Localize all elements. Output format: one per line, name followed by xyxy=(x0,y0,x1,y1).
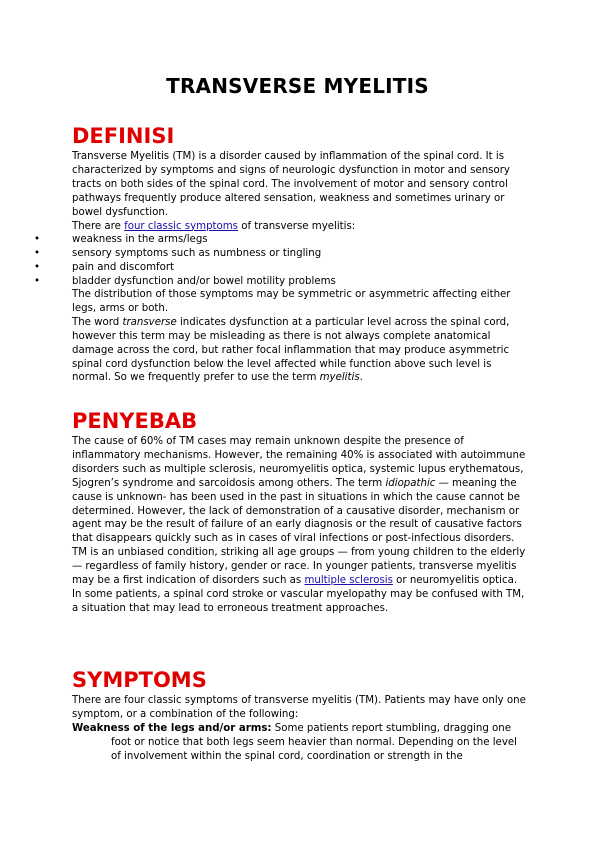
list-item-text: bladder dysfunction and/or bowel motility problems xyxy=(72,275,336,287)
section-heading-penyebab: PENYEBAB xyxy=(72,409,198,433)
text-run: or neuromyelitis optica. In some patients, a spinal cord stroke or vascular myelopathy may be confused with TM, a situation that may lead to erroneous treatment approaches. xyxy=(72,575,525,614)
penyebab-body xyxy=(72,435,527,616)
text-run-italic: transverse xyxy=(122,316,177,328)
text-run-italic: myelitis xyxy=(319,372,360,384)
list-item xyxy=(34,247,534,261)
bullet-icon: • xyxy=(34,234,41,245)
text-run: The word xyxy=(72,316,123,328)
symptoms-body xyxy=(72,694,527,764)
text-run: TM is an unbiased condition, striking all age groups — from young children to the elderly — regardless of family history, gender or race. In younger patients, transverse myelitis may be a first indication of disorders such as xyxy=(72,547,526,587)
list-item xyxy=(34,275,534,289)
text-run: of transverse myelitis: xyxy=(238,220,356,232)
list-item xyxy=(34,233,534,247)
section-heading-symptoms: SYMPTOMS xyxy=(72,668,207,692)
list-item-text: sensory symptoms such as numbness or tingling xyxy=(72,247,322,259)
text-run-bold: Weakness of the legs and/or arms: xyxy=(72,722,272,734)
text-run: . xyxy=(359,372,363,384)
definisi-intro xyxy=(72,150,527,233)
text-run: There are xyxy=(72,220,125,232)
list-item-text: pain and discomfort xyxy=(72,261,175,273)
multiple-sclerosis-link[interactable]: multiple sclerosis xyxy=(304,575,393,587)
definisi-paragraph-3: The distribution of those symptoms may be symmetric or asymmetric affecting either legs, arms or both. xyxy=(72,289,511,314)
text-run: — meaning the cause is unknown- has been used in the past in situations in which the cause cannot be determined. However, the lack of demonstration of a causative disorder, mechanism or agent may be the result of failure of an early diagnosis or the result of causative factors that disappears quickly such as in cases of viral infections or post-infectious disorders. xyxy=(72,477,522,545)
penyebab-paragraph-2 xyxy=(72,546,527,616)
definisi-paragraph-2 xyxy=(72,220,527,234)
text-run: Some patients report stumbling, dragging one foot or notice that both legs seem heavier than normal. Depending on the level of involvement within the spinal cord, coordination or strength in the xyxy=(111,722,517,762)
four-classic-symptoms-link[interactable]: four classic symptoms xyxy=(124,220,238,232)
symptom-bullet-list xyxy=(34,233,534,289)
list-item xyxy=(34,261,534,275)
list-item-text: weakness in the arms/legs xyxy=(72,234,208,245)
penyebab-paragraph-1 xyxy=(72,435,527,546)
definisi-paragraph-1: Transverse Myelitis (TM) is a disorder caused by inflammation of the spinal cord. It is characterized by symptoms and signs of neurologic dysfunction in motor and sensory tracts on both sides of the spinal cord. The involvement of motor and sensory control pathways frequently produce altered sensation, weakness and sometimes urinary or bowel dysfunction. xyxy=(72,151,510,218)
text-run: indicates dysfunction at a particular level across the spinal cord, however this term may be misleading as there is not always complete anatomical damage across the cord, but rather focal inflammation that may produce asymmetric spinal cord dysfunction below the level affected while function above such level is normal. So we frequently prefer to use the term xyxy=(72,316,510,384)
bullet-icon: • xyxy=(34,275,41,287)
symptoms-paragraph-2 xyxy=(72,722,527,764)
definisi-more xyxy=(72,288,527,385)
bullet-icon: • xyxy=(34,247,41,259)
bullet-icon: • xyxy=(34,261,41,273)
section-heading-definisi: DEFINISI xyxy=(72,124,175,148)
page-title: TRANSVERSE MYELITIS xyxy=(166,74,429,98)
definisi-paragraph-4 xyxy=(72,316,527,386)
text-run: The cause of 60% of TM cases may remain unknown despite the presence of inflammatory mechanisms. However, the remaining 40% is associated with autoimmune disorders such as multiple sclerosis, neuromyelitis optica, systemic lupus erythematous, Sjogren’s syndrome and sarcoidosis among others. The term xyxy=(72,436,526,489)
symptoms-paragraph-1: There are four classic symptoms of transverse myelitis (TM). Patients may have only one symptom, or a combination of the following: xyxy=(72,695,526,720)
text-run-italic: idiopathic xyxy=(385,477,436,489)
